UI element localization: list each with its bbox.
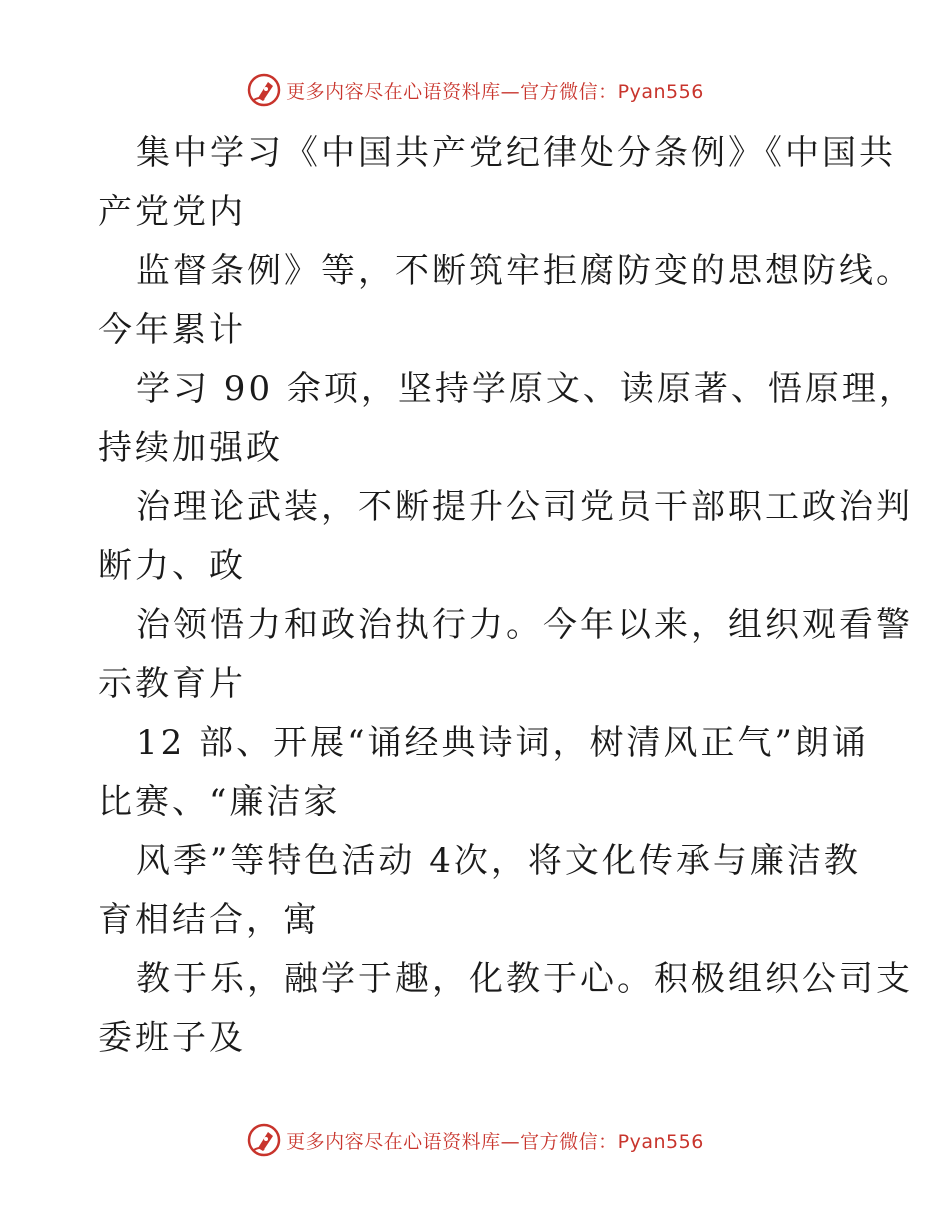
banner-text: 更多内容尽在心语资料库—官方微信：Pyan556 bbox=[286, 80, 704, 103]
text-line: 育相结合，寓 bbox=[98, 900, 320, 940]
text-line: 风季”等特色活动 4次，将文化传承与廉洁教 bbox=[136, 841, 861, 881]
text-line: 治理论武装，不断提升公司党员干部职工政治判 bbox=[136, 487, 913, 527]
pen-nib-logo-icon bbox=[246, 1122, 282, 1158]
pen-nib-logo-icon bbox=[246, 72, 282, 108]
text-line: 产党党内 bbox=[98, 192, 246, 232]
text-line: 学习 90 余项，坚持学原文、读原著、悟原理， bbox=[136, 369, 916, 409]
text-line: 委班子及 bbox=[98, 1018, 246, 1058]
text-line: 比赛、“廉洁家 bbox=[98, 782, 341, 822]
document-body bbox=[98, 124, 916, 1068]
text-line: 今年累计 bbox=[98, 310, 246, 350]
footer-banner bbox=[0, 1120, 950, 1160]
text-line: 集中学习《中国共产党纪律处分条例》《中国共 bbox=[136, 133, 896, 173]
text-line: 示教育片 bbox=[98, 664, 246, 704]
text-line: 监督条例》等，不断筑牢拒腐防变的思想防线。 bbox=[136, 251, 913, 291]
paragraph bbox=[98, 124, 916, 1068]
text-line: 治领悟力和政治执行力。今年以来，组织观看警 bbox=[136, 605, 913, 645]
banner-text: 更多内容尽在心语资料库—官方微信：Pyan556 bbox=[286, 1130, 704, 1153]
text-line: 持续加强政 bbox=[98, 428, 283, 468]
text-line: 12 部、开展“诵经典诗词，树清风正气”朗诵 bbox=[136, 723, 869, 763]
header-banner bbox=[0, 70, 950, 110]
text-line: 断力、政 bbox=[98, 546, 246, 586]
text-line: 教于乐，融学于趣，化教于心。积极组织公司支 bbox=[136, 959, 913, 999]
